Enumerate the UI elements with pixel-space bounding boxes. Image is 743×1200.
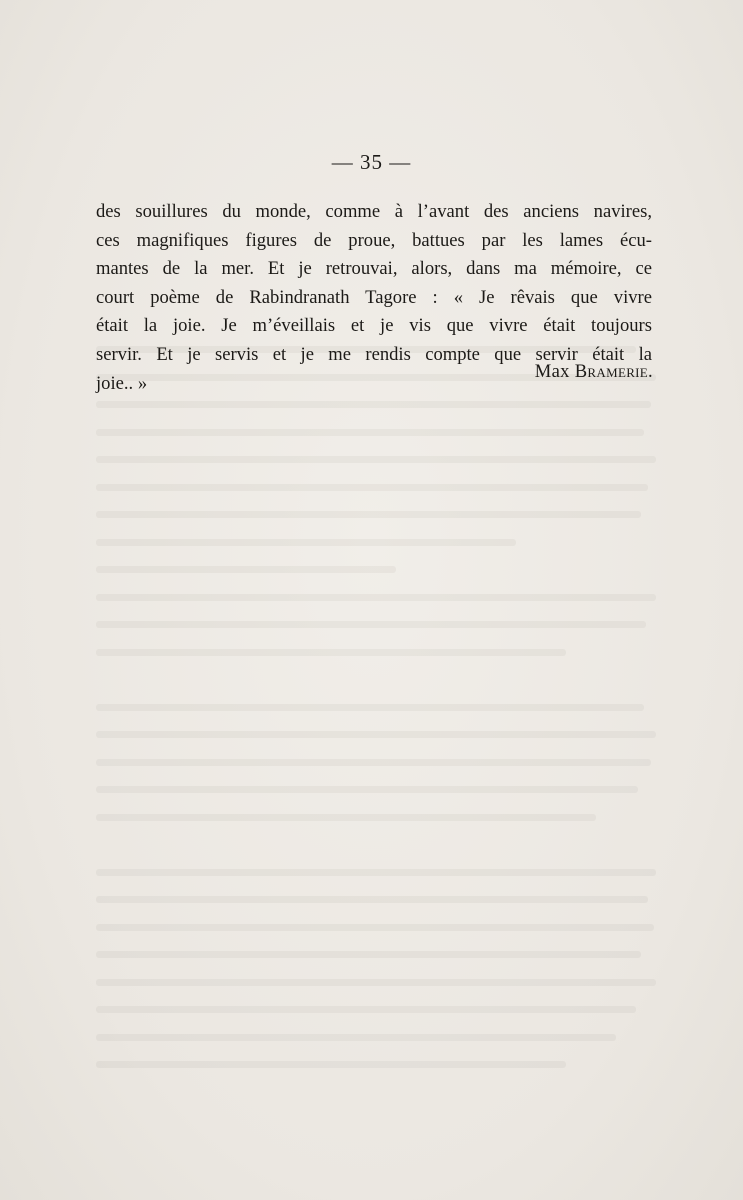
paragraph-line: servir. Et je servis et je me rendis compte que servir était la bbox=[96, 343, 652, 365]
bleed-line bbox=[96, 924, 654, 931]
paragraph-line: ces magnifiques figures de proue, battues par les lames écu- bbox=[96, 229, 652, 251]
bleed-through-background bbox=[96, 340, 656, 1100]
bleed-line bbox=[96, 1034, 616, 1041]
signature-last-name: Bramerie. bbox=[574, 361, 653, 382]
bleed-line bbox=[96, 401, 651, 408]
paragraph-line: court poème de Rabindranath Tagore : « Je rêvais que vivre bbox=[96, 286, 652, 308]
bleed-line bbox=[96, 979, 656, 986]
bleed-line bbox=[96, 429, 644, 436]
bleed-line bbox=[96, 511, 641, 518]
bleed-line bbox=[96, 759, 651, 766]
bleed-line bbox=[96, 786, 638, 793]
bleed-line bbox=[96, 704, 644, 711]
bleed-line bbox=[96, 896, 648, 903]
bleed-line bbox=[96, 539, 516, 546]
bleed-line bbox=[96, 621, 646, 628]
page-number: — 35 — bbox=[331, 150, 412, 174]
paragraph-line: mantes de la mer. Et je retrouvai, alors, dans ma mémoire, ce bbox=[96, 258, 652, 280]
bleed-line bbox=[96, 484, 648, 491]
bleed-line bbox=[96, 594, 656, 601]
paragraph-line: joie.. » bbox=[96, 372, 148, 394]
bleed-line bbox=[96, 566, 396, 573]
bleed-line bbox=[96, 951, 641, 958]
bleed-line bbox=[96, 1006, 636, 1013]
author-signature bbox=[535, 361, 653, 383]
bleed-line bbox=[96, 649, 566, 656]
bleed-line bbox=[96, 814, 596, 821]
bleed-line bbox=[96, 731, 656, 738]
paragraph-line: était la joie. Je m’éveillais et je vis que vivre était toujours bbox=[96, 315, 652, 337]
signature-first-name: Max bbox=[534, 361, 570, 382]
bleed-line bbox=[96, 869, 656, 876]
bleed-line bbox=[96, 456, 656, 463]
bleed-line bbox=[96, 1061, 566, 1068]
paragraph-line: des souillures du monde, comme à l’avant des anciens navires, bbox=[96, 201, 652, 222]
